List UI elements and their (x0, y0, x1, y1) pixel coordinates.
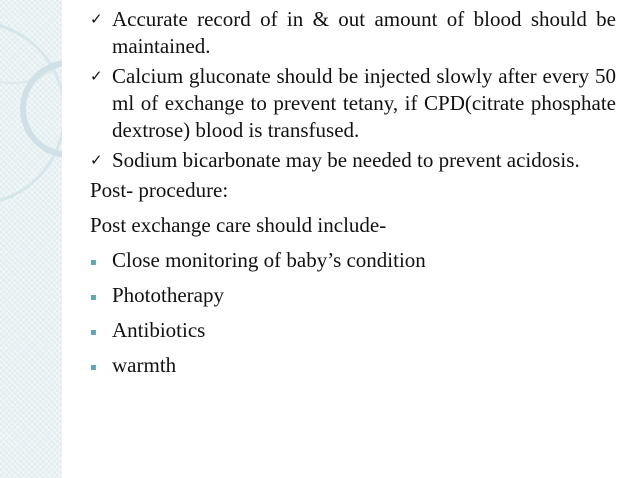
decorative-side-panel (0, 0, 64, 478)
bullet-text: Accurate record of in & out amount of blood should be maintained. (112, 7, 616, 58)
checkmark-icon: ✓ (90, 151, 103, 169)
bullet-text: Phototherapy (112, 283, 224, 307)
square-bullet-icon: ▪ (90, 292, 97, 303)
square-bullet-icon: ▪ (90, 362, 97, 373)
checkmark-icon: ✓ (90, 67, 103, 85)
side-panel-edge (62, 0, 64, 478)
bullet-text: Calcium gluconate should be injected slowly after every 50 ml of exchange to prevent tetany, if CPD(citrate phosphate dextrose) blood is transfused. (112, 64, 616, 142)
square-bullet-item (90, 317, 616, 344)
checkmark-icon: ✓ (90, 10, 103, 28)
check-bullet-item (90, 147, 616, 174)
section-heading: Post- procedure: (90, 178, 229, 202)
square-bullet-item (90, 282, 616, 309)
bullet-text: Close monitoring of baby’s condition (112, 248, 426, 272)
square-bullet-icon: ▪ (90, 327, 97, 338)
slide-content (90, 6, 616, 387)
bullet-text: warmth (112, 353, 177, 377)
section-intro: Post exchange care should include- (90, 213, 387, 237)
check-bullet-item (90, 6, 616, 60)
square-bullet-item (90, 247, 616, 274)
square-bullet-icon: ▪ (90, 257, 97, 268)
square-bullet-item (90, 352, 616, 379)
check-bullet-item (90, 63, 616, 144)
bullet-text: Sodium bicarbonate may be needed to prevent acidosis. (112, 148, 580, 172)
bullet-text: Antibiotics (112, 318, 206, 342)
